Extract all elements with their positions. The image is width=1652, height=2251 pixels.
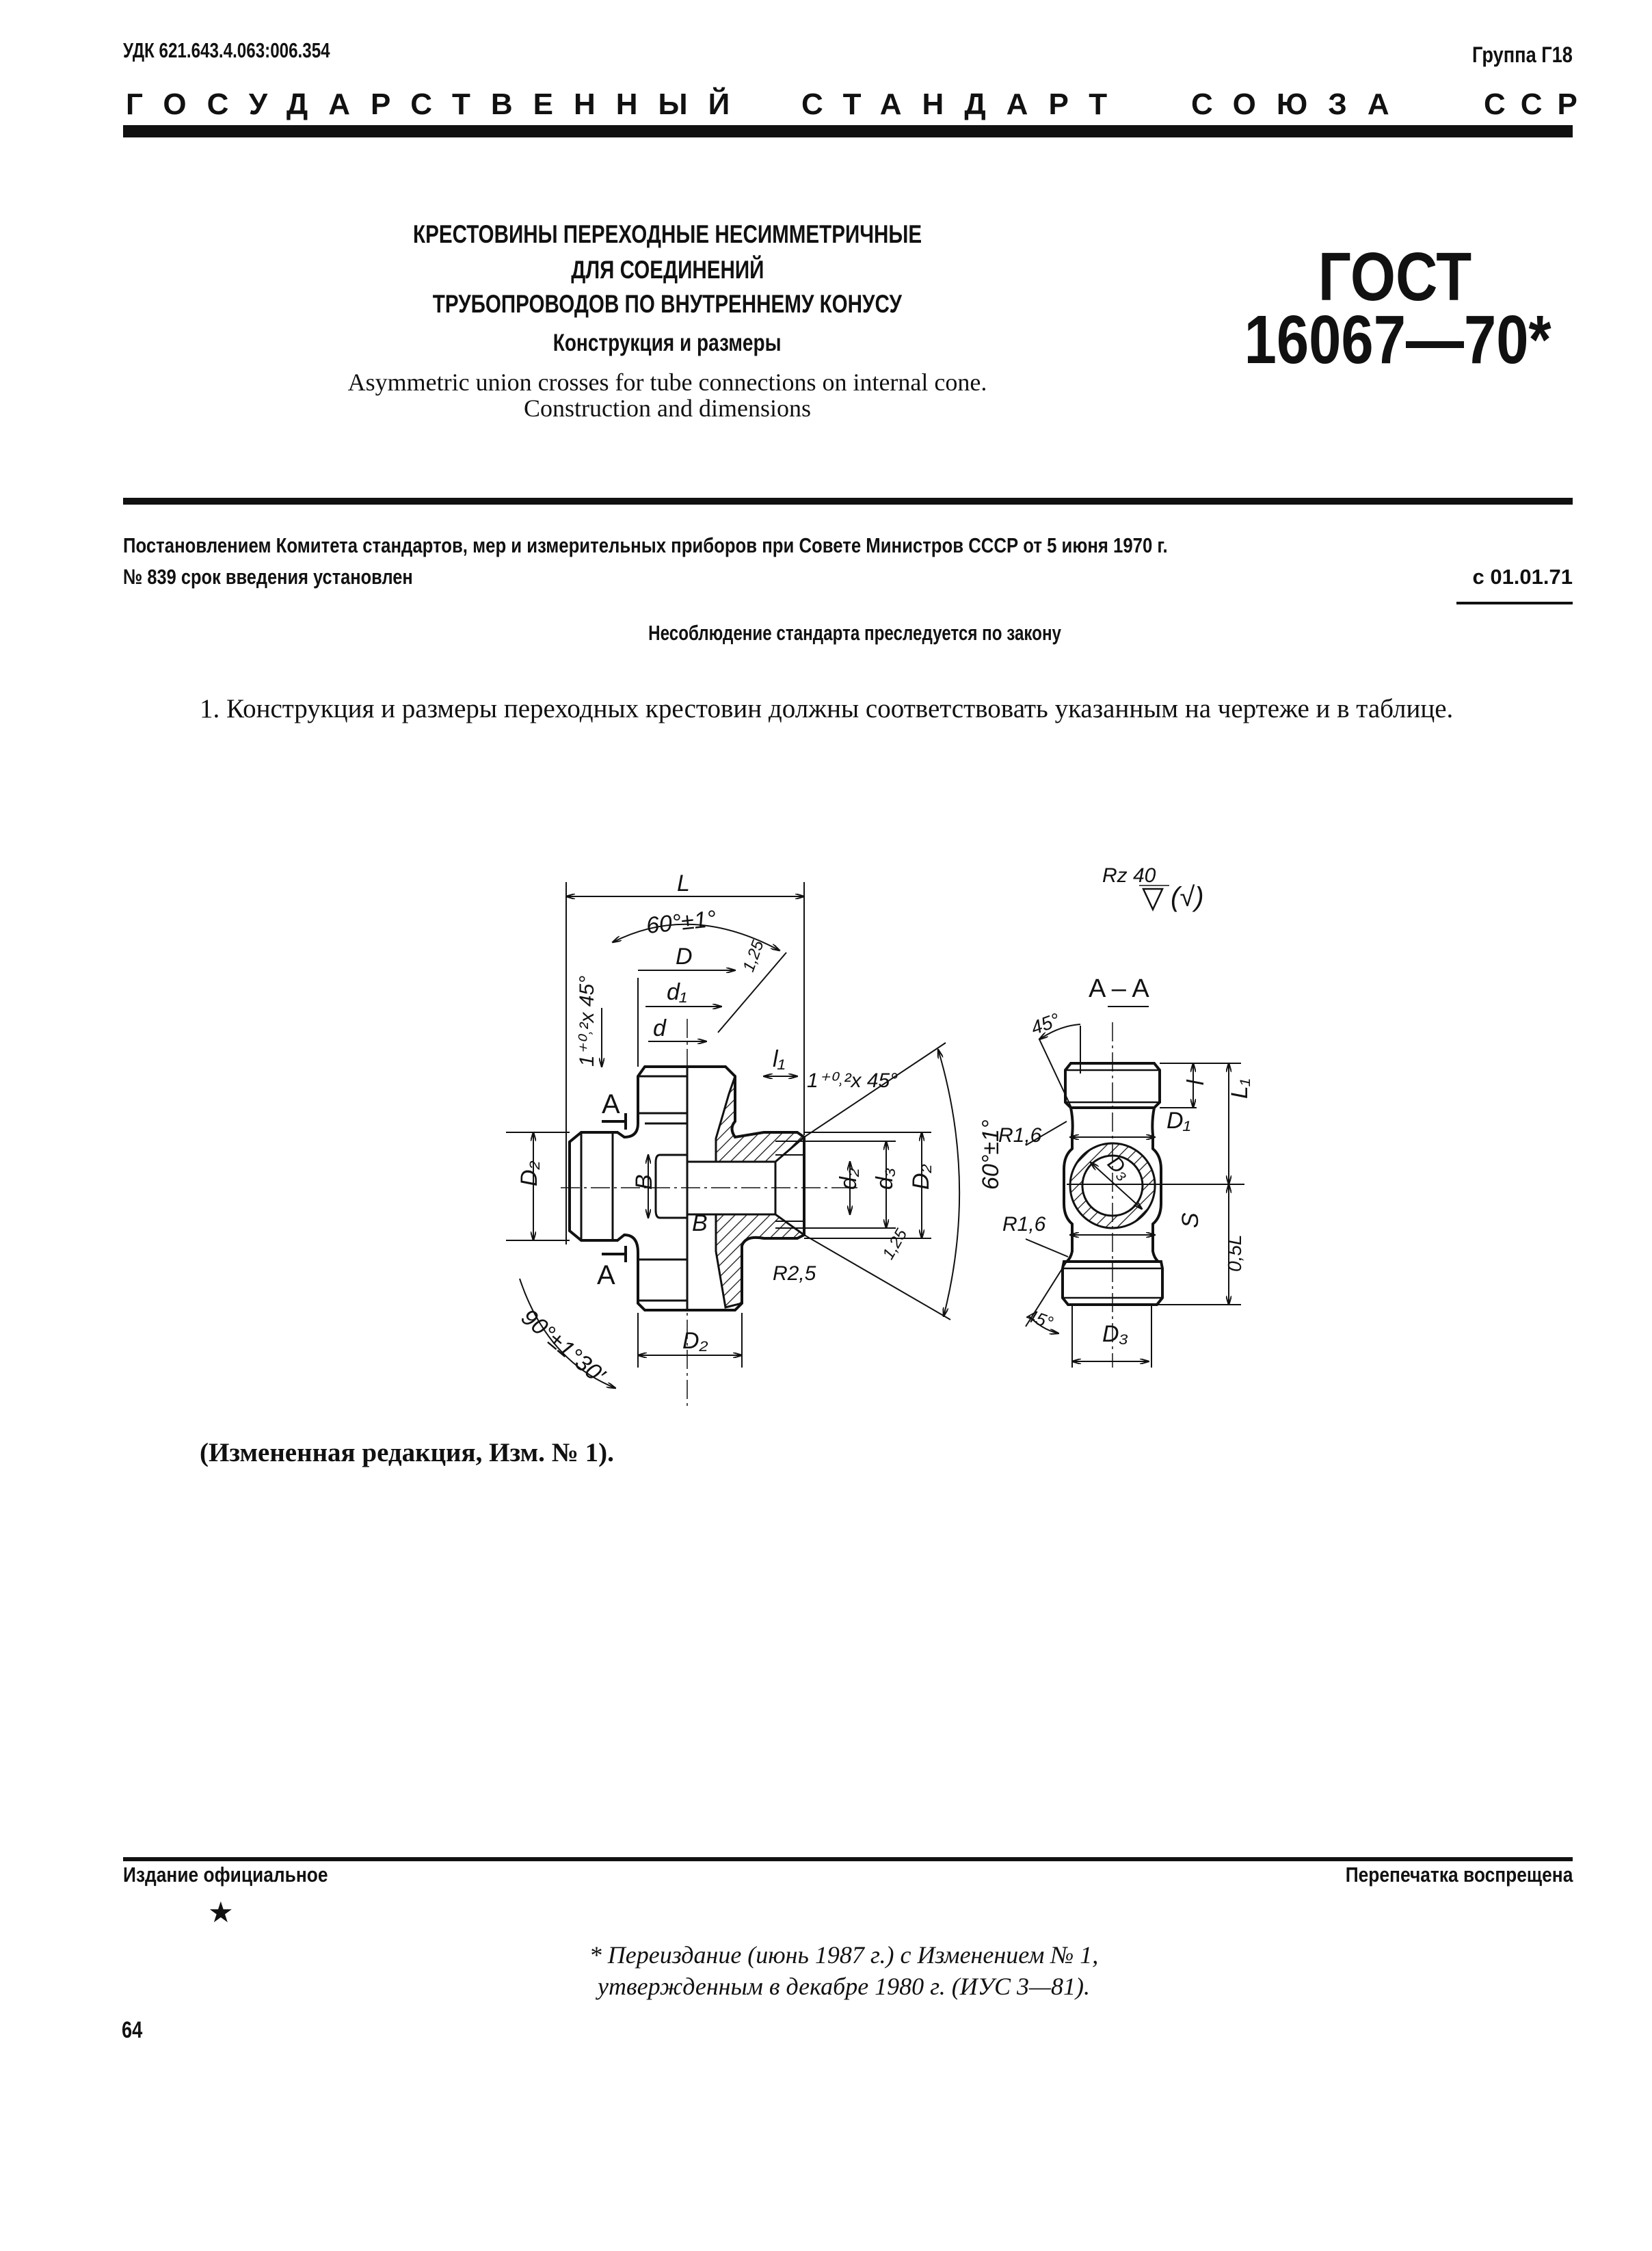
official-edition: Издание официальное <box>123 1863 328 1887</box>
dim-D3-bottom: D₃ <box>1102 1321 1129 1347</box>
effective-date: с 01.01.71 <box>1472 565 1573 589</box>
gost-label: ГОСТ <box>1318 239 1472 315</box>
header-bar <box>123 125 1573 137</box>
section-title: A – A <box>1089 974 1149 1003</box>
section-mark-A-bottom: A <box>597 1260 615 1290</box>
dim-B-bottom: B <box>692 1210 708 1236</box>
dim-45-top: 45° <box>1028 1009 1063 1039</box>
title-line-1: КРЕСТОВИНЫ ПЕРЕХОДНЫЕ НЕСИММЕТРИЧНЫЕ <box>412 220 922 248</box>
dim-L: L <box>677 870 690 896</box>
footnote-line-2: утвержденным в декабре 1980 г. (ИУС 3—81). <box>598 1973 1090 2000</box>
dim-D2-right: D₂ <box>908 1164 934 1190</box>
english-title-1: Asymmetric union crosses for tube connections on internal cone. <box>347 369 987 396</box>
paragraph-1: 1. Конструкция и размеры переходных крестовин должны соответствовать указанным на чертеже и в таблице. <box>200 694 1454 723</box>
dim-l: l <box>1183 1080 1209 1085</box>
footnote-line-1: * Переиздание (июнь 1987 г.) с Изменением № 1, <box>589 1941 1099 1969</box>
group-code: Группа Г18 <box>1472 42 1573 67</box>
banner-word-2: СТАНДАРТ <box>801 88 1128 121</box>
dim-d1: d₁ <box>667 979 687 1005</box>
gost-number: 16067—70* <box>1244 302 1551 378</box>
star-icon: ★ <box>208 1895 234 1929</box>
english-title-2: Construction and dimensions <box>524 395 811 422</box>
dim-D2-left: D₂ <box>516 1160 542 1186</box>
dim-d3: d₃ <box>872 1167 898 1190</box>
dim-R1-6-bottom: R1,6 <box>1002 1213 1046 1236</box>
title-line-3: ТРУБОПРОВОДОВ ПО ВНУТРЕННЕМУ КОНУСУ <box>432 290 903 318</box>
roughness-1-25-bottom: 1,25 <box>879 1225 911 1263</box>
roughness-paren: (√) <box>1171 882 1204 912</box>
dim-R2-5: R2,5 <box>773 1262 816 1285</box>
page-number: 64 <box>122 2017 143 2043</box>
dim-angle-bottom: 90°±1°30′ <box>516 1304 610 1389</box>
reprint-prohibited: Перепечатка воспрещена <box>1345 1863 1573 1887</box>
dim-D3-circle: D₃ <box>1103 1151 1136 1184</box>
dim-angle-right: 60°±1° <box>978 1119 1004 1190</box>
decree-line-1: Постановлением Комитета стандартов, мер и измерительных приборов при Совете Министров СССР от 5 июня 1970 г. <box>123 533 1168 557</box>
roughness-triangle-icon <box>1139 885 1169 909</box>
title-rule <box>123 498 1573 505</box>
dim-d2: d₂ <box>836 1168 862 1190</box>
banner-word-4: ССР <box>1484 88 1593 121</box>
banner-word-1: ГОСУДАРСТВЕННЫЙ <box>126 88 751 121</box>
dim-R1-6-top: R1,6 <box>998 1124 1042 1147</box>
dim-chamfer-left: 1⁺⁰˒²x 45° <box>576 975 598 1067</box>
decree-line-2: № 839 срок введения установлен <box>123 565 413 589</box>
dim-d: d <box>653 1015 666 1041</box>
dim-angle-top: 60°±1° <box>645 905 718 940</box>
udk-code: УДК 621.643.4.063:006.354 <box>123 38 330 62</box>
technical-drawing <box>438 834 1299 1422</box>
title-line-2: ДЛЯ СОЕДИНЕНИЙ <box>570 256 764 284</box>
dim-B-left: B <box>631 1174 657 1190</box>
compliance-warning: Несоблюдение стандарта преследуется по закону <box>648 621 1061 645</box>
amendment-note: (Измененная редакция, Изм. № 1). <box>200 1438 614 1467</box>
dim-L1: L₁ <box>1227 1078 1253 1099</box>
roughness-rz40: Rz 40 <box>1102 864 1156 887</box>
dim-D2-bottom: D₂ <box>682 1328 708 1354</box>
dim-45-bottom: 45° <box>1023 1305 1056 1333</box>
dim-half-L: 0,5L <box>1224 1234 1245 1272</box>
banner-word-3: СОЮЗА <box>1191 88 1410 121</box>
section-mark-A-top: A <box>602 1089 620 1119</box>
footer-rule <box>123 1857 1573 1861</box>
dim-D1: D₁ <box>1167 1108 1191 1134</box>
dim-D: D <box>676 944 693 970</box>
dim-S: S <box>1177 1212 1203 1228</box>
dim-chamfer-right: 1⁺⁰˒²x 45° <box>807 1069 898 1092</box>
date-underline <box>1456 602 1573 604</box>
title-subtitle: Конструкция и размеры <box>553 330 782 356</box>
dim-l1: l₁ <box>773 1046 786 1072</box>
roughness-1-25-top: 1,25 <box>739 937 768 974</box>
